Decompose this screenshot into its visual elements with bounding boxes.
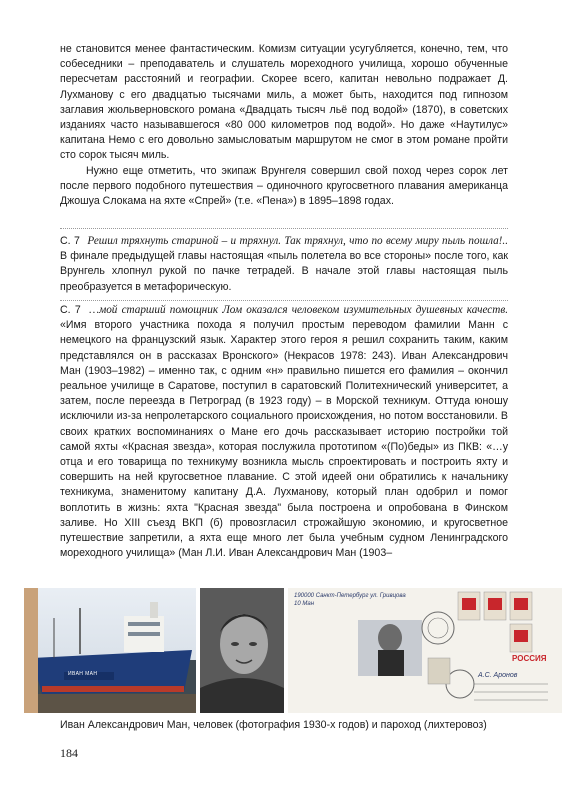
paragraph: Нужно еще отметить, что экипаж Врунгеля совершил свой поход через сорок лет после первого подобного путешествия – одиночного кругосветного плавания американца Джошуа Слокама на яхте «Спрей» (т.е. «Пена») в 1895–1898 годах. [60, 164, 508, 208]
commentary-note [60, 234, 508, 295]
commemorative-cover [288, 588, 562, 713]
page-reference: С. 7 [60, 304, 81, 316]
cover-address: 190000 Санкт-Петербург ул. Гривцова 10 Ман [294, 593, 406, 607]
photo-caption: Иван Александрович Ман, человек (фотография 1930-х годов) и пароход (лихтеровоз) [60, 719, 487, 731]
photo-strip [24, 588, 562, 713]
commentary-note [60, 303, 508, 561]
paragraph: не становится менее фантастическим. Комизм ситуации усугубляется, конечно, тем, что собеседники – преподаватель и слушатель мореходного училища, хорошо обученные пересчетам расстояний и географии. Скорее всего, капитан невольно подражает Д. Лухманову с его двадцатью тысячами миль, а может быть, находится под гипнозом заглавия жюльверновского романа «Двадцать тысяч льё под водой» (1870), в советских изданиях часто называвшегося «80 000 километров под водой». Но даже «Наутилус» капитана Немо с его довольно замысловатым маршрутом не смог в этом романе пройти сто сорок тысяч миль. [60, 43, 508, 162]
stamp-overprint: РОССИЯ [512, 654, 547, 663]
cover-signature: А.С. Аронов [478, 672, 518, 679]
quoted-passage: …мой старший помощник Лом оказался человеком изумительных душевных качеств. [89, 304, 508, 316]
divider [60, 300, 508, 301]
note-text: «Имя второго участника похода я получил простым переводом фамилии Манн с немецкого на французский язык. Характер этого героя я решил сохранить таким, каким представлялся он в рассказах Вронского» (Некрасов 1978: 243). Иван Александрович Ман (1903–1982) – именно так, с одним «н» правильно пишется его фамилия – окончил реальное училище в Саратове, поступил в саратовский Политехнический университет, а затем, после переезда в Петроград (в 1923 году) – в Морской техникум. Оттуда юношу исключили из-за непролетарского социального происхождения, но потом восстановили. В своих кратких воспоминаниях о Мане его дочь рассказывает историю постройки той самой яхты «Красная звезда», которая послужила прототипом «(По)беды» из ПКВ: «…у отца и его товарища по техникуму возникла мысль спроектировать и построить яхту и совершить на ней кругосветное плавание. С этой идеей они обратились к начальнику техникума, знаменитому капитану Д.А. Лухманову, который план одобрил и помог воплотить в жизнь: яхта "Красная звезда" была построена и опробована в Финском заливе. Но XIII съезд ВКП (б) провозгласил строжайшую экономию, и кругосветное путешествие запретили, а яхта еще много лет была учебным судном Ленинградского мореходного училища» (Ман Л.И. Иван Александрович Ман (1903– [60, 319, 508, 560]
divider [60, 228, 508, 229]
main-text [60, 42, 508, 209]
page-number: 184 [60, 746, 78, 760]
ship-photo [24, 588, 196, 713]
ship-name: ИВАН МАН [68, 671, 98, 677]
portrait-photo [200, 588, 284, 713]
note-text: В финале предыдущей главы настоящая «пыль полетела во все стороны» после того, как Врунгель хлопнул рукой по пачке тетрадей. В начале этой главы настоящая пыль преобразуется в метафорическую. [60, 250, 508, 293]
quoted-passage: Решил тряхнуть стариной – и тряхнул. Так тряхнул, что по всему миру пыль пошла!.. [87, 235, 508, 247]
page-reference: С. 7 [60, 235, 80, 247]
